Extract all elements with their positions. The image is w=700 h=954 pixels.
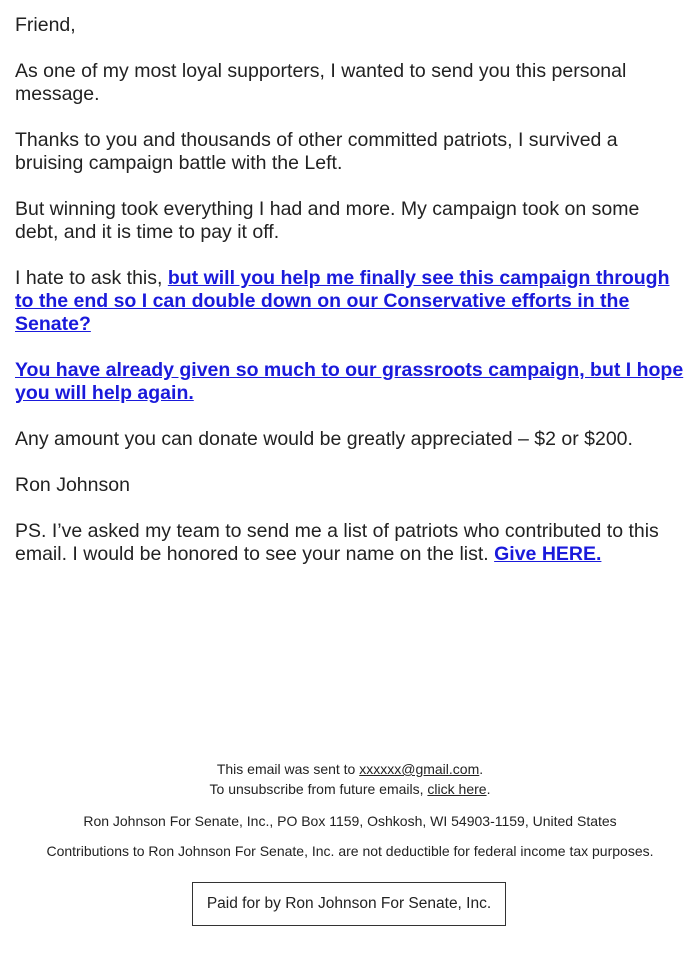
ask-prefix: I hate to ask this, [15, 267, 168, 289]
paragraph-ask [15, 267, 685, 336]
donate-link-help-again[interactable]: You have already given so much to our grassroots campaign, but I hope you will help again. [15, 359, 684, 404]
paragraph-amount: Any amount you can donate would be greatly appreciated – $2 or $200. [15, 428, 633, 450]
paragraph-campaign-battle: Thanks to you and thousands of other committed patriots, I survived a bruising campaign battle with the Left. [15, 129, 618, 174]
paragraph-loyal-supporters: As one of my most loyal supporters, I wanted to send you this personal message. [15, 60, 627, 105]
paid-for-disclaimer-box: Paid for by Ron Johnson For Senate, Inc. [192, 882, 506, 926]
postscript-text: PS. I’ve asked my team to send me a list of patriots who contributed to this email. I would be honored to see your name on the list. [15, 520, 659, 565]
paragraph-help-again [15, 359, 685, 405]
paragraph-campaign-debt: But winning took everything I had and more. My campaign took on some debt, and it is time to pay it off. [15, 198, 640, 243]
footer-disclaimer: Contributions to Ron Johnson For Senate, Inc. are not deductible for federal income tax purposes. [46, 843, 654, 859]
footer-sent-info [0, 759, 700, 799]
sent-to-label: This email was sent to [216, 761, 360, 777]
unsubscribe-line [0, 779, 700, 799]
donate-link-senate[interactable]: but will you help me finally see this campaign through to the end so I can double down on our Conservative efforts in the Senate? [15, 267, 670, 335]
postscript [15, 520, 685, 566]
greeting: Friend, [15, 14, 76, 36]
footer-address: Ron Johnson For Senate, Inc., PO Box 1159, Oshkosh, WI 54903-1159, United States [83, 813, 617, 829]
unsubscribe-link[interactable]: click here [427, 781, 487, 797]
unsubscribe-label: To unsubscribe from future emails, [209, 781, 428, 797]
sent-to-line [0, 759, 700, 779]
give-here-link[interactable]: Give HERE. [494, 543, 602, 565]
unsubscribe-period: . [486, 781, 491, 797]
signature: Ron Johnson [15, 474, 130, 496]
sent-to-period: . [479, 761, 484, 777]
recipient-email-link[interactable]: xxxxxx@gmail.com [359, 761, 480, 777]
email-body [15, 14, 685, 589]
